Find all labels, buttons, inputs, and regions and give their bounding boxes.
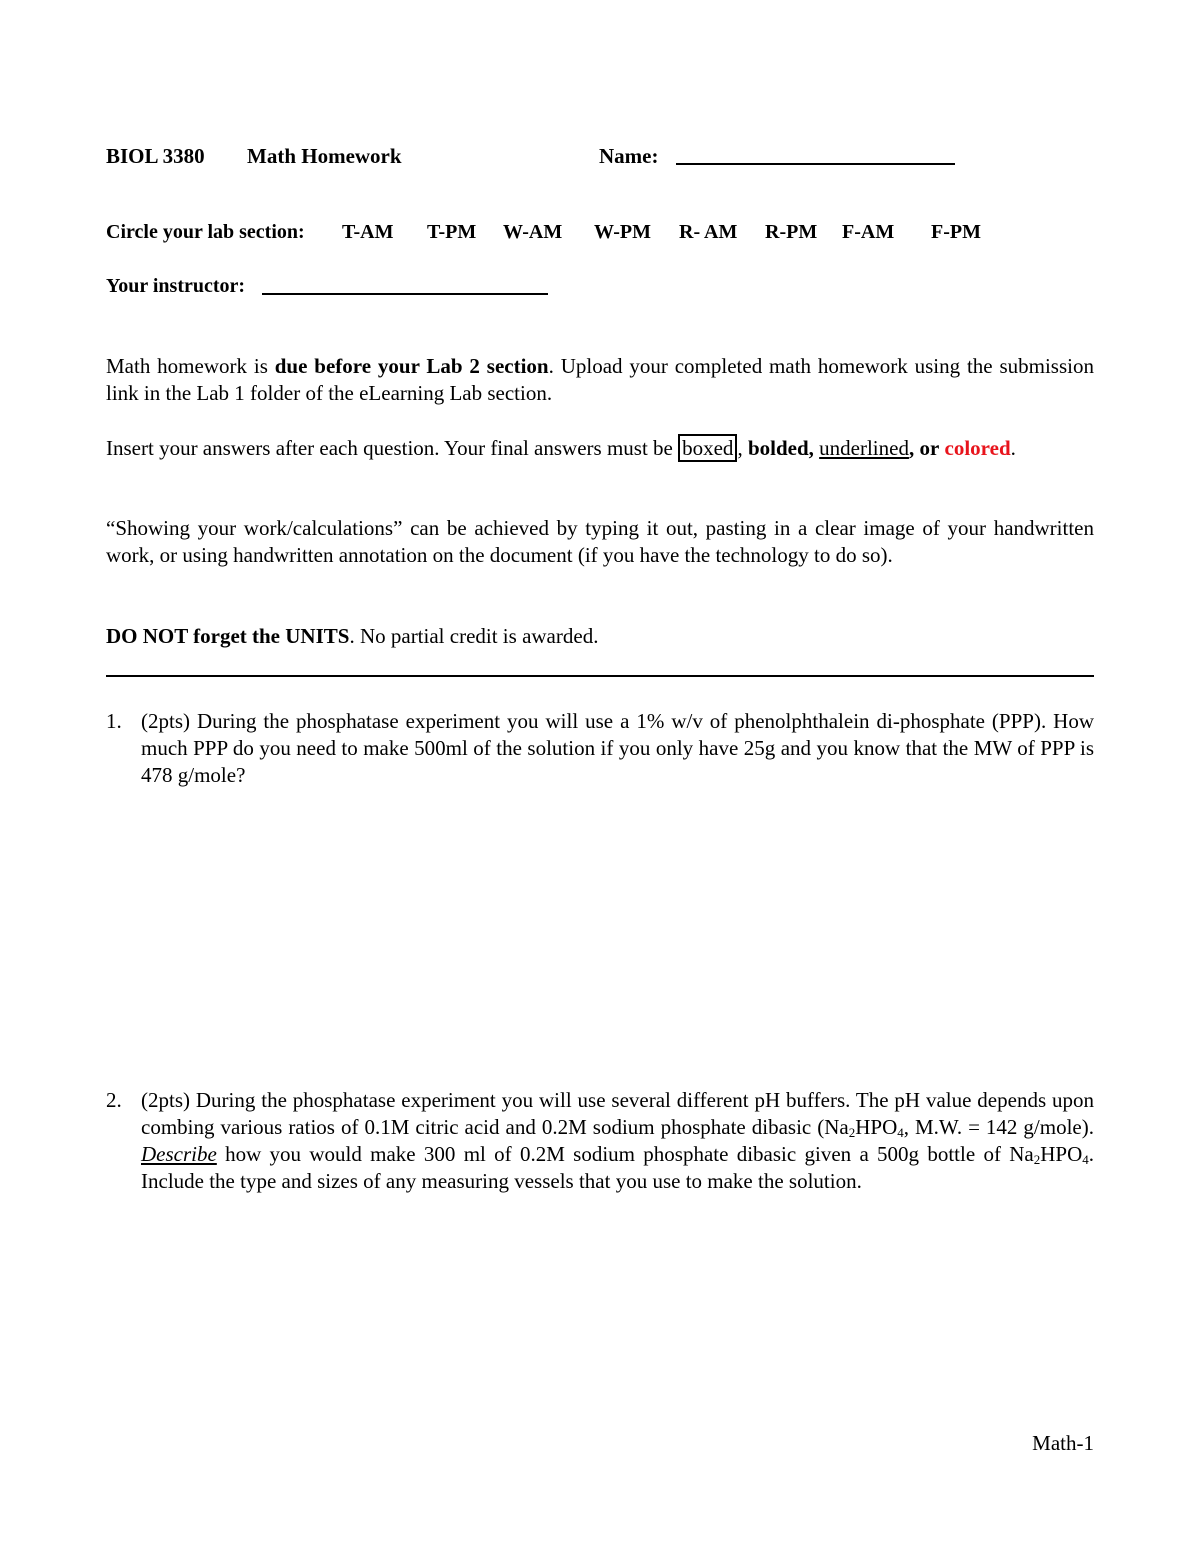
intro-text: Math homework is xyxy=(106,354,275,378)
due-emphasis: due before your Lab 2 section xyxy=(274,354,549,378)
lab-section-option[interactable]: W-AM xyxy=(503,221,563,243)
intro-text: Insert your answers after each question. Your final answers must be xyxy=(106,436,679,460)
or-text: , or xyxy=(908,436,940,460)
subscript: 2 xyxy=(1033,1152,1041,1167)
subscript: 4 xyxy=(1082,1152,1089,1167)
page-footer: Math-1 xyxy=(1032,1431,1094,1455)
question-fragment: . Include the type and sizes of any measuring vessels that you use to make the solution. xyxy=(141,1142,1094,1193)
intro-text: “Showing your work/calculations” can be achieved by typing it out, pasting in a clear image of your handwritten work, or using handwritten annotation on the document (if you have the technology to do so). xyxy=(106,516,1094,567)
section-divider xyxy=(106,675,1094,677)
intro-text: . No partial credit is awarded. xyxy=(349,624,599,648)
colored-example: colored xyxy=(944,436,1011,460)
question-number: 1. xyxy=(106,709,122,733)
lab-section-option[interactable]: R- AM xyxy=(679,221,738,243)
intro-paragraph-answers xyxy=(106,435,1094,462)
intro-paragraph-due xyxy=(106,353,1094,407)
intro-paragraph-work xyxy=(106,515,1094,569)
question-fragment: HPO xyxy=(1040,1142,1083,1166)
lab-section-option[interactable]: W-PM xyxy=(594,221,652,243)
lab-section-option[interactable]: T-PM xyxy=(427,221,477,243)
lab-section-option[interactable]: F-AM xyxy=(842,221,895,243)
lab-section-option[interactable]: R-PM xyxy=(765,221,818,243)
separator: , xyxy=(737,436,748,460)
question-text: (2pts) During the phosphatase experiment you will use a 1% w/v of phenolphthalein di-phosphate (PPP). How much PPP do you need to make 500ml of the solution if you only have 25g and you know that the MW of PPP is 478 g/mole? xyxy=(141,709,1094,787)
intro-paragraph-units xyxy=(106,623,1094,650)
describe-emphasis: Describe xyxy=(141,1142,217,1166)
course-code: BIOL 3380 xyxy=(106,144,205,168)
units-warning: DO NOT forget the UNITS xyxy=(106,624,350,648)
bolded-example: bolded, xyxy=(747,436,814,460)
underlined-example: underlined xyxy=(819,436,909,460)
period: . xyxy=(1010,436,1016,460)
question-1 xyxy=(106,708,1094,789)
subscript: 4 xyxy=(897,1125,904,1140)
name-field[interactable] xyxy=(676,143,955,165)
subscript: 2 xyxy=(848,1125,856,1140)
instructor-field[interactable] xyxy=(262,273,548,295)
question-2 xyxy=(106,1087,1094,1195)
question-fragment: (2pts) During the phosphatase experiment you will use several different pH buffers. The pH value depends upon combing various ratios of 0.1M citric acid and 0.2M sodium phosphate dibasic (Na xyxy=(141,1088,1094,1139)
document-title: Math Homework xyxy=(247,144,402,168)
boxed-example: boxed xyxy=(678,434,737,462)
intro-text: . Upload your completed math homework using the submission link in the Lab 1 folder of the eLearning Lab section. xyxy=(106,354,1094,405)
question-number: 2. xyxy=(106,1088,122,1112)
instructor-label: Your instructor: xyxy=(106,275,246,297)
question-text xyxy=(141,1087,1094,1195)
name-label: Name: xyxy=(599,144,659,168)
lab-section-option[interactable]: T-AM xyxy=(342,221,394,243)
lab-section-option[interactable]: F-PM xyxy=(931,221,981,243)
question-fragment: , M.W. = 142 g/mole). xyxy=(903,1115,1094,1139)
lab-section-label: Circle your lab section: xyxy=(106,221,305,243)
question-fragment: how you would make 300 ml of 0.2M sodium phosphate dibasic given a 500g bottle of Na xyxy=(216,1142,1034,1166)
question-fragment: HPO xyxy=(855,1115,898,1139)
